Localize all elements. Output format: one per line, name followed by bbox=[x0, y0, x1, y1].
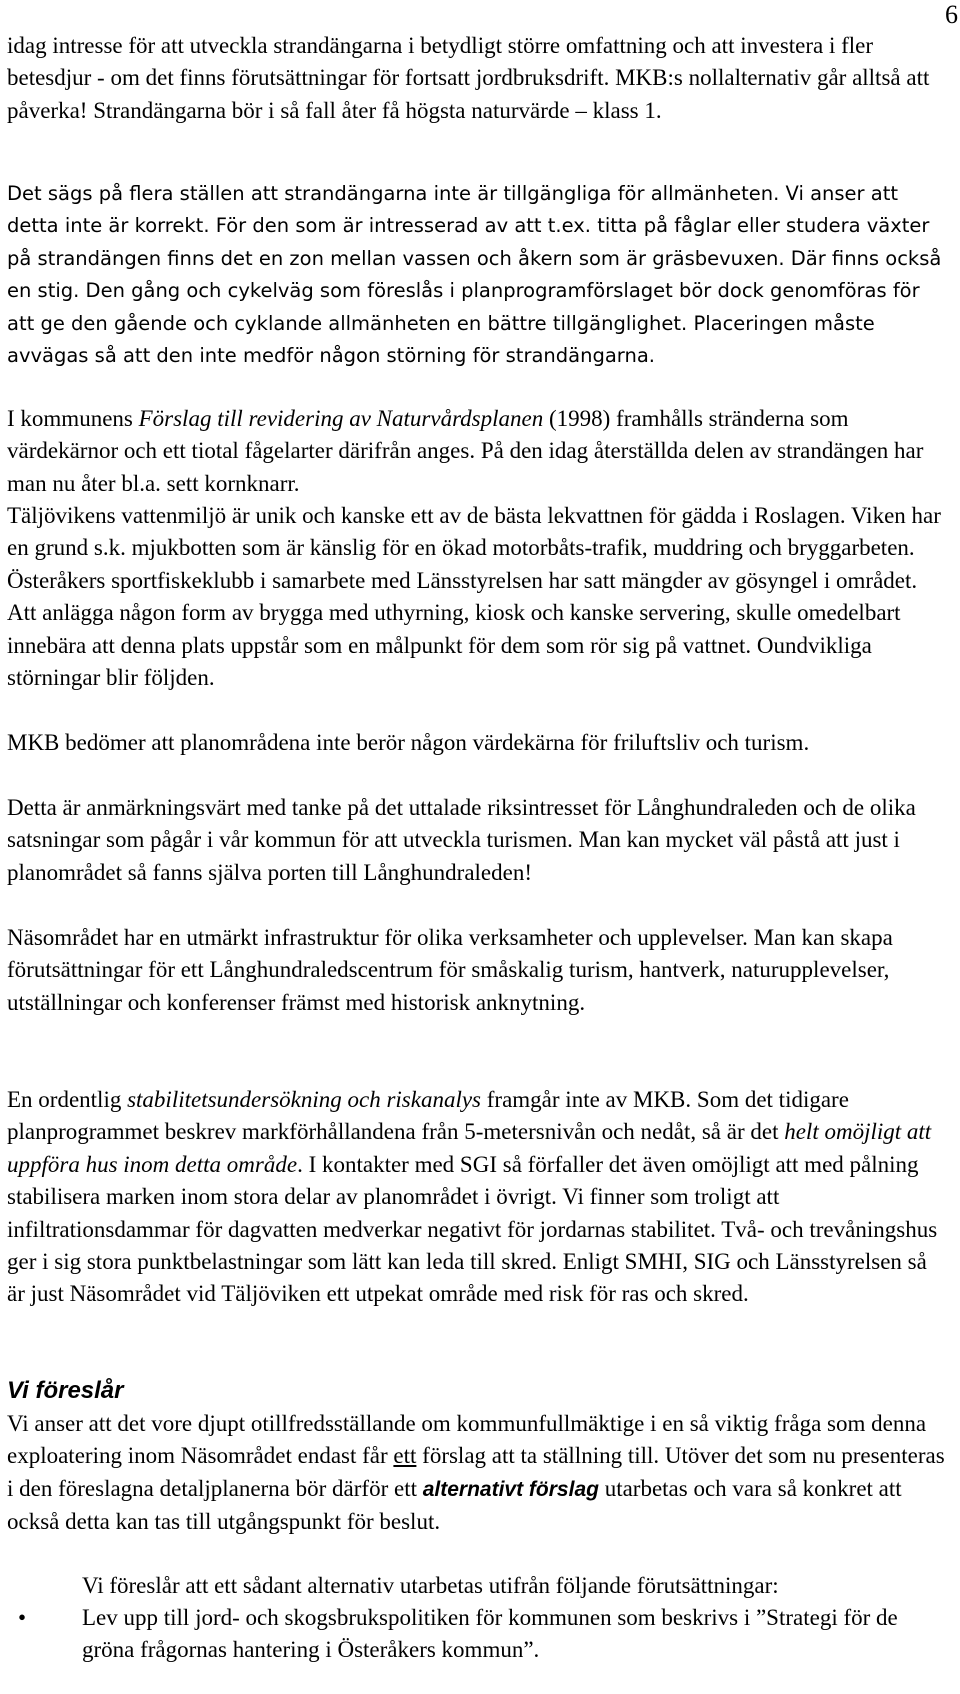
paragraph-stabilitet bbox=[7, 1084, 947, 1311]
list-item bbox=[0, 1602, 950, 1667]
bullet-intro: Vi föreslår att ett sådant alternativ utarbetas utifrån följande förutsättningar: bbox=[82, 1573, 779, 1598]
paragraph-taljoviken: Täljövikens vattenmiljö är unik och kanske ett av de bästa lekvattnen för gädda i Roslagen. Viken har en grund s.k. mjukbotten som är känslig för en ökad motorbåts-trafik, muddring och bryggarbeten. Österåkers sportfiskeklubb i samarbete med Länsstyrelsen har satt mängder av gösyngel i området. Att anlägga någon form av brygga med uthyrning, kiosk och kanske servering, skulle omedelbart innebära att denna plats uppstår som en målpunkt för dem som rör sig på vattnet. Oundvikliga störningar blir följden. bbox=[7, 503, 941, 691]
emphasis-phrase: helt omöjligt att uppföra hus inom detta område bbox=[7, 1119, 932, 1177]
emphasis-phrase: stabilitetsundersökning och riskanalys bbox=[127, 1087, 482, 1112]
text-run: framgår inte av MKB. Som det tidigare planprogrammet beskrev markförhållandena från 5-metersnivån och nedåt, så är det bbox=[7, 1087, 849, 1145]
text-run: En ordentlig bbox=[7, 1087, 128, 1112]
bullet-marker: • bbox=[18, 1605, 27, 1630]
text-run: förslag att ta ställning till. Utöver det som nu presenteras i den föreslagna detaljplanerna bör därför ett bbox=[7, 1443, 945, 1501]
paragraph-nasomradet: Näsområdet har en utmärkt infrastruktur för olika verksamheter och upplevelser. Man kan skapa förutsättningar för ett Långhundraledscentrum för småskalig turism, hantverk, naturupplevelser, utställningar och konferenser främst med historisk anknytning. bbox=[7, 925, 893, 1015]
list-item-text: Lev upp till jord- och skogsbrukspolitiken för kommunen som beskrivs i ”Strategi för de gröna frågornas hantering i Österåkers kommun”. bbox=[82, 1605, 898, 1663]
underlined-word: ett bbox=[393, 1443, 417, 1469]
section-heading: Vi föreslår bbox=[7, 1377, 124, 1404]
paragraph-alternativt-forslag bbox=[7, 1408, 947, 1539]
text-run: (1998) framhålls stränderna som värdekärnor och ett tiotal fågelarter därifrån anges. På den idag återställda delen av strandängen har man nu åter bl.a. sett kornknarr. bbox=[7, 406, 924, 496]
page-number: 6 bbox=[945, 0, 958, 29]
bullet-list bbox=[0, 1602, 950, 1667]
text-run: Vi anser att det vore djupt otillfredsställande om kommunfullmäktige i en så viktig fråga som denna exploatering inom Näsområdet endast får bbox=[7, 1411, 927, 1469]
paragraph-tillganglighet: Det sägs på flera ställen att strandängarna inte är tillgängliga för allmänheten. Vi anser att detta inte är korrekt. För den som är intresserad av att t.ex. titta på fåglar eller studera växter på strandängen finns det en zon mellan vassen och åkern som är gräsbevuxen. Där finns också en stig. Den gång och cykelväg som föreslås i planprogramförslaget bör dock genomföras för att ge den gående och cyklande allmänheten en bättre tillgänglighet. Placeringen måste avvägas så att den inte medför någon störning för strandängarna. bbox=[7, 182, 942, 368]
text-run: utarbetas och vara så konkret att också detta kan tas till utgångspunkt för beslut. bbox=[7, 1475, 902, 1535]
text-run: I kommunens bbox=[7, 406, 139, 431]
paragraph-nollalternativ: idag intresse för att utveckla strandängarna i betydligt större omfattning och att investera i fler betesdjur - om det finns förutsättningar för fortsatt jordbruksdrift. MKB:s nollalternativ går alltså att påverka! Strandängarna bör i så fall åter få högsta naturvärde – klass 1. bbox=[7, 33, 930, 123]
paragraph-mkb-bedomning: MKB bedömer att planområdena inte berör någon värdekärna för friluftsliv och turism. bbox=[7, 730, 810, 755]
emphasis-title: Förslag till revidering av Naturvårdsplanen bbox=[138, 406, 544, 431]
bold-italic-phrase: alternativt förslag bbox=[422, 1477, 599, 1501]
text-run: . I kontakter med SGI så förfaller det även omöjligt att med pålning stabilisera marken inom stora delar av planområdet i övrigt. Vi finner som troligt att infiltrationsdammar för dagvatten medverkar negativt för jordarnas stabilitet. Två- och trevåningshus ger i sig stora punktbelastningar som lätt kan leda till skred. Enligt SMHI, SIG och Länsstyrelsen så är just Näsområdet vid Täljöviken ett utpekat område med risk för ras och skred. bbox=[7, 1151, 938, 1307]
paragraph-naturvardsplanen bbox=[7, 403, 947, 500]
paragraph-langhundraleden: Detta är anmärkningsvärt med tanke på det uttalade riksintresset för Långhundraleden och de olika satsningar som pågår i vår kommun för att utveckla turismen. Man kan mycket väl påstå att just i planområdet så fanns själva porten till Långhundraleden! bbox=[7, 795, 916, 885]
